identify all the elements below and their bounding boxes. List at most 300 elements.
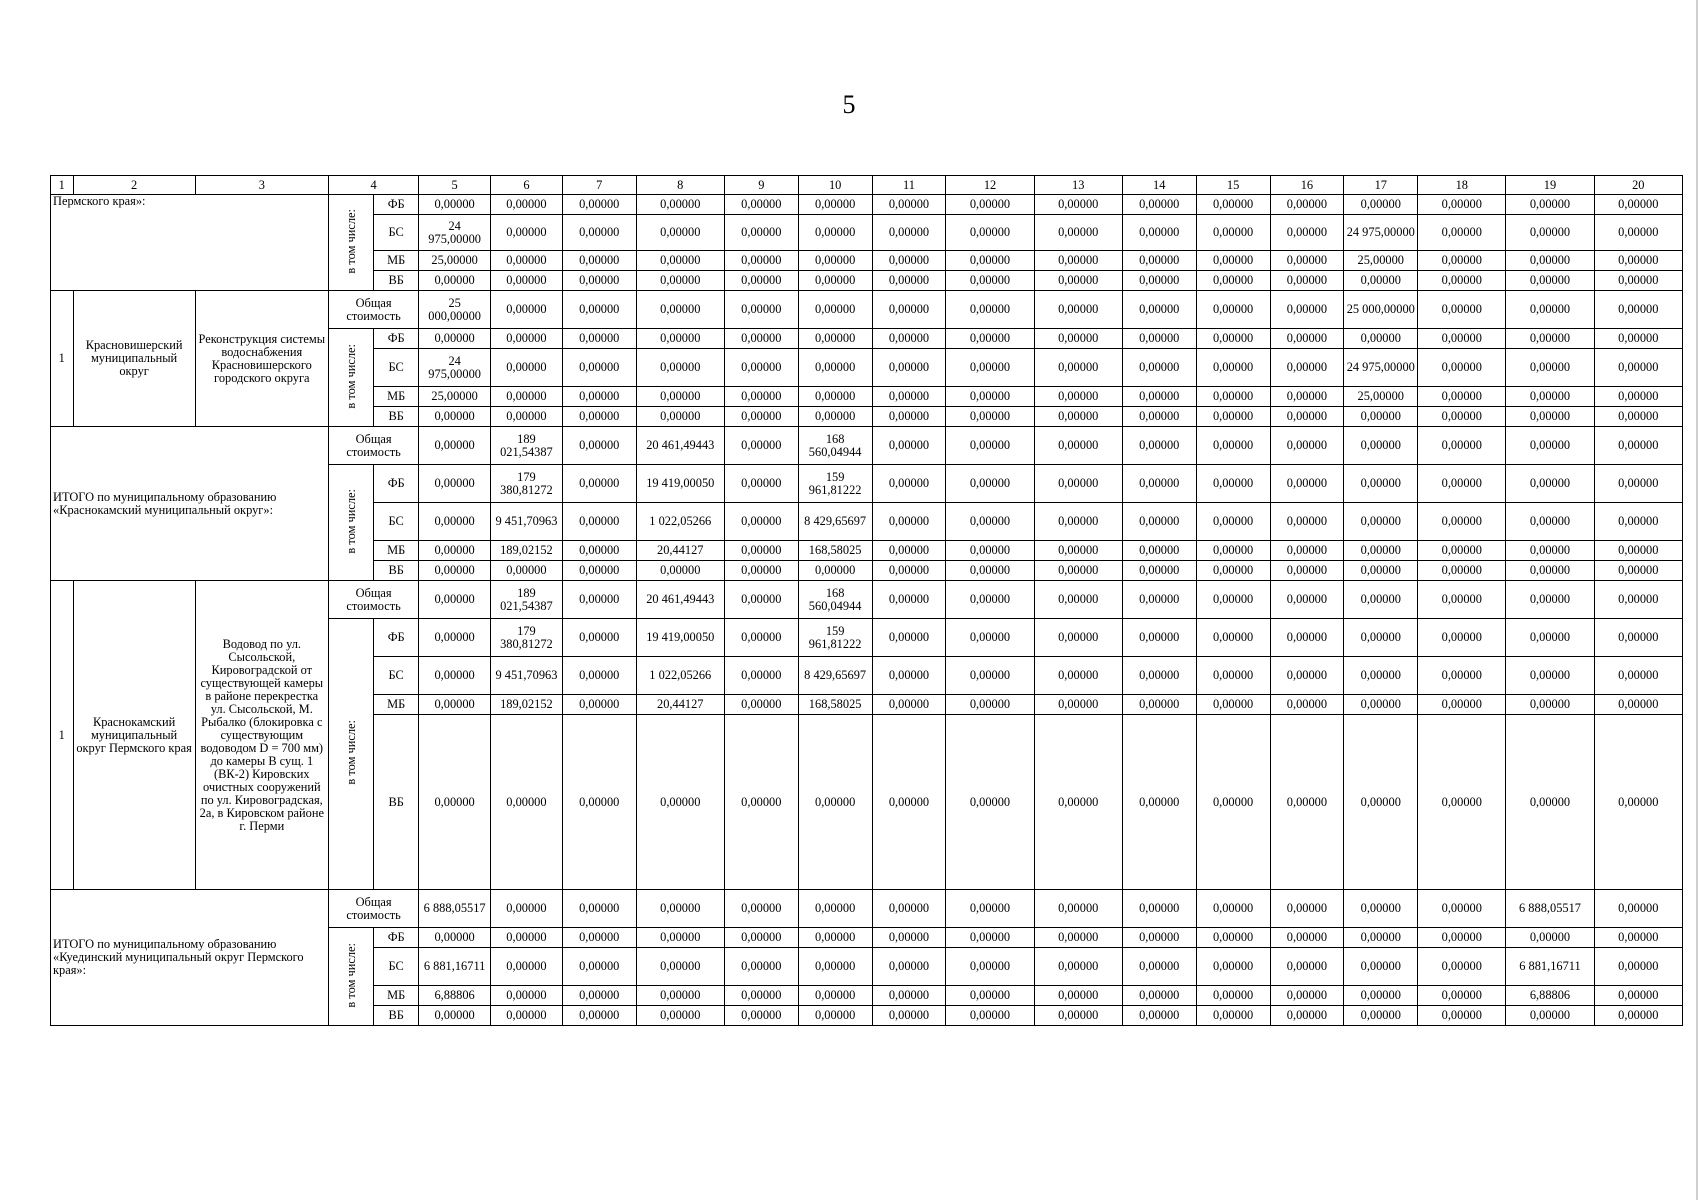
fund-type-vb: ВБ: [374, 561, 419, 581]
value-cell: 0,00000: [1344, 407, 1418, 427]
value-cell: 0,00000: [1196, 387, 1270, 407]
column-header: 10: [798, 176, 872, 195]
value-cell: 0,00000: [798, 271, 872, 291]
value-cell: 0,00000: [724, 427, 798, 465]
column-header: 5: [419, 176, 491, 195]
column-header: 1: [51, 176, 74, 195]
value-cell: 0,00000: [1594, 195, 1682, 215]
value-cell: 0,00000: [1034, 948, 1122, 986]
value-cell: 0,00000: [1270, 561, 1344, 581]
value-cell: 0,00000: [1270, 657, 1344, 695]
municipality-name: Краснокамский муниципальный округ Пермского края: [73, 581, 195, 890]
value-cell: 0,00000: [1196, 890, 1270, 928]
value-cell: 25,00000: [419, 387, 491, 407]
value-cell: 0,00000: [419, 329, 491, 349]
value-cell: 0,00000: [1122, 1006, 1196, 1026]
value-cell: 0,00000: [491, 407, 563, 427]
value-cell: 0,00000: [1034, 329, 1122, 349]
value-cell: 6 881,16711: [419, 948, 491, 986]
value-cell: 0,00000: [562, 291, 636, 329]
value-cell: 0,00000: [1594, 928, 1682, 948]
column-header: 4: [328, 176, 418, 195]
value-cell: 0,00000: [1344, 928, 1418, 948]
value-cell: 0,00000: [1418, 890, 1506, 928]
value-cell: 0,00000: [1418, 561, 1506, 581]
value-cell: 0,00000: [872, 928, 946, 948]
value-cell: 0,00000: [1594, 503, 1682, 541]
total-cost-label: Общая стоимость: [328, 890, 418, 928]
value-cell: 0,00000: [636, 215, 724, 251]
value-cell: 0,00000: [1196, 291, 1270, 329]
fund-type-fb: ФБ: [374, 928, 419, 948]
total-cost-label: Общая стоимость: [328, 291, 418, 329]
value-cell: 0,00000: [1418, 657, 1506, 695]
value-cell: 0,00000: [798, 1006, 872, 1026]
value-cell: 0,00000: [872, 407, 946, 427]
value-cell: 0,00000: [946, 427, 1034, 465]
value-cell: 0,00000: [1594, 948, 1682, 986]
column-header: 13: [1034, 176, 1122, 195]
value-cell: 0,00000: [1418, 195, 1506, 215]
in-that-label: [328, 928, 373, 1026]
value-cell: 0,00000: [1418, 387, 1506, 407]
value-cell: 0,00000: [1270, 581, 1344, 619]
value-cell: 0,00000: [724, 271, 798, 291]
value-cell: 0,00000: [1034, 581, 1122, 619]
column-header: 15: [1196, 176, 1270, 195]
value-cell: 0,00000: [872, 503, 946, 541]
value-cell: 0,00000: [798, 890, 872, 928]
value-cell: 0,00000: [562, 215, 636, 251]
value-cell: 0,00000: [636, 986, 724, 1006]
value-cell: 0,00000: [491, 329, 563, 349]
value-cell: 0,00000: [1594, 427, 1682, 465]
value-cell: 0,00000: [1270, 251, 1344, 271]
value-cell: 0,00000: [946, 619, 1034, 657]
value-cell: 0,00000: [1344, 948, 1418, 986]
value-cell: 0,00000: [1034, 695, 1122, 715]
value-cell: 0,00000: [1418, 541, 1506, 561]
value-cell: 0,00000: [562, 195, 636, 215]
value-cell: 25,00000: [1344, 387, 1418, 407]
value-cell: 0,00000: [1270, 948, 1344, 986]
value-cell: 0,00000: [636, 715, 724, 890]
column-header: 2: [73, 176, 195, 195]
column-header: 14: [1122, 176, 1196, 195]
value-cell: 0,00000: [1034, 541, 1122, 561]
value-cell: 0,00000: [724, 695, 798, 715]
value-cell: 0,00000: [636, 948, 724, 986]
itogo-label: ИТОГО по муниципальному образованию «Краснокамский муниципальный округ»:: [51, 427, 329, 581]
value-cell: 0,00000: [1122, 657, 1196, 695]
value-cell: 0,00000: [1344, 890, 1418, 928]
value-cell: 0,00000: [419, 715, 491, 890]
value-cell: 0,00000: [724, 503, 798, 541]
value-cell: 0,00000: [419, 561, 491, 581]
value-cell: 0,00000: [724, 291, 798, 329]
column-header: 18: [1418, 176, 1506, 195]
value-cell: 6 888,05517: [419, 890, 491, 928]
total-cost-label: Общая стоимость: [328, 581, 418, 619]
fund-type-mb: МБ: [374, 695, 419, 715]
value-cell: 0,00000: [872, 427, 946, 465]
value-cell: 0,00000: [1270, 715, 1344, 890]
value-cell: 0,00000: [1034, 251, 1122, 271]
value-cell: 0,00000: [1594, 215, 1682, 251]
value-cell: 0,00000: [724, 251, 798, 271]
value-cell: 0,00000: [1594, 407, 1682, 427]
value-cell: 0,00000: [1196, 407, 1270, 427]
value-cell: 6 888,05517: [1506, 890, 1594, 928]
fund-type-bs: БС: [374, 948, 419, 986]
value-cell: 0,00000: [1418, 619, 1506, 657]
value-cell: 0,00000: [724, 387, 798, 407]
value-cell: 0,00000: [1122, 407, 1196, 427]
value-cell: 0,00000: [946, 986, 1034, 1006]
value-cell: 0,00000: [1506, 465, 1594, 503]
value-cell: 0,00000: [491, 561, 563, 581]
value-cell: 168,58025: [798, 541, 872, 561]
value-cell: 0,00000: [798, 928, 872, 948]
value-cell: 0,00000: [562, 329, 636, 349]
value-cell: 0,00000: [1196, 715, 1270, 890]
value-cell: 24 975,00000: [419, 349, 491, 387]
fund-type-bs: БС: [374, 657, 419, 695]
value-cell: 20 461,49443: [636, 427, 724, 465]
value-cell: 0,00000: [1344, 715, 1418, 890]
value-cell: 0,00000: [1594, 251, 1682, 271]
value-cell: 0,00000: [1506, 215, 1594, 251]
value-cell: 0,00000: [1418, 329, 1506, 349]
value-cell: 0,00000: [1270, 215, 1344, 251]
value-cell: 0,00000: [1122, 465, 1196, 503]
fund-type-mb: МБ: [374, 387, 419, 407]
value-cell: 0,00000: [1034, 349, 1122, 387]
value-cell: 0,00000: [636, 349, 724, 387]
column-header: 9: [724, 176, 798, 195]
value-cell: 0,00000: [946, 329, 1034, 349]
value-cell: 0,00000: [1122, 195, 1196, 215]
value-cell: 0,00000: [724, 195, 798, 215]
fund-type-mb: МБ: [374, 541, 419, 561]
value-cell: 0,00000: [1122, 948, 1196, 986]
value-cell: 0,00000: [724, 715, 798, 890]
value-cell: 0,00000: [1122, 427, 1196, 465]
value-cell: 0,00000: [1270, 1006, 1344, 1026]
header-row: [51, 176, 1683, 195]
value-cell: 0,00000: [798, 715, 872, 890]
value-cell: 0,00000: [419, 465, 491, 503]
value-cell: 0,00000: [724, 619, 798, 657]
value-cell: 0,00000: [1506, 581, 1594, 619]
value-cell: 0,00000: [798, 349, 872, 387]
value-cell: 0,00000: [491, 986, 563, 1006]
value-cell: 0,00000: [1034, 427, 1122, 465]
value-cell: 0,00000: [1196, 215, 1270, 251]
budget-table: [50, 175, 1683, 1026]
value-cell: 0,00000: [1034, 561, 1122, 581]
value-cell: 0,00000: [1122, 581, 1196, 619]
value-cell: 0,00000: [1122, 387, 1196, 407]
value-cell: 0,00000: [562, 1006, 636, 1026]
value-cell: 0,00000: [1034, 387, 1122, 407]
value-cell: 0,00000: [1594, 986, 1682, 1006]
value-cell: 179 380,81272: [491, 465, 563, 503]
fund-type-vb: ВБ: [374, 715, 419, 890]
value-cell: 0,00000: [946, 1006, 1034, 1026]
value-cell: 0,00000: [724, 948, 798, 986]
value-cell: 0,00000: [562, 503, 636, 541]
value-cell: 0,00000: [1344, 657, 1418, 695]
value-cell: 0,00000: [724, 1006, 798, 1026]
value-cell: 0,00000: [724, 986, 798, 1006]
value-cell: 0,00000: [872, 657, 946, 695]
value-cell: 0,00000: [1034, 657, 1122, 695]
value-cell: 0,00000: [1594, 657, 1682, 695]
value-cell: 0,00000: [1506, 928, 1594, 948]
value-cell: 0,00000: [1594, 291, 1682, 329]
value-cell: 0,00000: [1122, 715, 1196, 890]
value-cell: 0,00000: [872, 195, 946, 215]
value-cell: 0,00000: [562, 465, 636, 503]
value-cell: 0,00000: [872, 948, 946, 986]
value-cell: 25,00000: [1344, 251, 1418, 271]
value-cell: 0,00000: [946, 407, 1034, 427]
value-cell: 0,00000: [1270, 291, 1344, 329]
value-cell: 0,00000: [872, 271, 946, 291]
value-cell: 0,00000: [946, 657, 1034, 695]
column-header: 6: [491, 176, 563, 195]
value-cell: 0,00000: [1418, 251, 1506, 271]
value-cell: 0,00000: [872, 890, 946, 928]
value-cell: 0,00000: [419, 541, 491, 561]
value-cell: 0,00000: [724, 581, 798, 619]
value-cell: 0,00000: [872, 1006, 946, 1026]
value-cell: 0,00000: [946, 271, 1034, 291]
value-cell: 0,00000: [724, 407, 798, 427]
value-cell: 0,00000: [419, 695, 491, 715]
value-cell: 0,00000: [1594, 349, 1682, 387]
fund-type-fb: ФБ: [374, 329, 419, 349]
value-cell: 0,00000: [1196, 581, 1270, 619]
value-cell: 0,00000: [946, 387, 1034, 407]
value-cell: 0,00000: [1344, 541, 1418, 561]
value-cell: 0,00000: [872, 695, 946, 715]
value-cell: 0,00000: [562, 541, 636, 561]
value-cell: 0,00000: [1034, 465, 1122, 503]
in-that-label: [328, 619, 373, 890]
value-cell: 0,00000: [1594, 465, 1682, 503]
value-cell: 9 451,70963: [491, 657, 563, 695]
value-cell: 0,00000: [1122, 619, 1196, 657]
value-cell: 0,00000: [562, 715, 636, 890]
value-cell: 0,00000: [946, 465, 1034, 503]
value-cell: 168,58025: [798, 695, 872, 715]
object-description: Водовод по ул. Сысольской, Кировоградской от существующей камеры в районе перекрестка ул. Сысольской, М. Рыбалко (блокировка с существующим водоводом D = 700 мм) до камеры В сущ. 1 (ВК-2) Кировских очистных сооружений по ул. Кировоградская, 2а, в Кировском районе г. Перми: [195, 581, 328, 890]
value-cell: 0,00000: [1506, 657, 1594, 695]
object-description: Реконструкция системы водоснабжения Красновишерского городского округа: [195, 291, 328, 427]
value-cell: 0,00000: [1034, 619, 1122, 657]
value-cell: 0,00000: [1344, 561, 1418, 581]
in-that-text: в том числе:: [343, 343, 358, 409]
value-cell: 0,00000: [872, 986, 946, 1006]
value-cell: 25,00000: [419, 251, 491, 271]
value-cell: 0,00000: [798, 215, 872, 251]
value-cell: 0,00000: [419, 195, 491, 215]
value-cell: 0,00000: [1196, 195, 1270, 215]
value-cell: 0,00000: [1270, 271, 1344, 291]
column-header: 19: [1506, 176, 1594, 195]
value-cell: 0,00000: [1418, 427, 1506, 465]
value-cell: 0,00000: [1196, 251, 1270, 271]
value-cell: 0,00000: [872, 465, 946, 503]
value-cell: 0,00000: [1344, 581, 1418, 619]
value-cell: 0,00000: [798, 948, 872, 986]
value-cell: 0,00000: [562, 251, 636, 271]
in-that-text: в том числе:: [343, 208, 358, 274]
fund-type-bs: БС: [374, 215, 419, 251]
fund-type-vb: ВБ: [374, 271, 419, 291]
value-cell: 1 022,05266: [636, 657, 724, 695]
value-cell: 0,00000: [1196, 657, 1270, 695]
value-cell: 0,00000: [1506, 291, 1594, 329]
value-cell: 8 429,65697: [798, 503, 872, 541]
value-cell: 0,00000: [1344, 465, 1418, 503]
value-cell: 0,00000: [1034, 928, 1122, 948]
column-header: 3: [195, 176, 328, 195]
fund-type-bs: БС: [374, 503, 419, 541]
value-cell: 0,00000: [562, 407, 636, 427]
value-cell: 0,00000: [562, 890, 636, 928]
value-cell: 0,00000: [1594, 1006, 1682, 1026]
value-cell: 0,00000: [419, 503, 491, 541]
value-cell: 0,00000: [1122, 986, 1196, 1006]
value-cell: 0,00000: [562, 349, 636, 387]
value-cell: 0,00000: [724, 541, 798, 561]
value-cell: 0,00000: [1418, 349, 1506, 387]
value-cell: 25 000,00000: [1344, 291, 1418, 329]
in-that-label: [328, 195, 373, 291]
value-cell: 0,00000: [1344, 1006, 1418, 1026]
value-cell: 0,00000: [491, 251, 563, 271]
value-cell: 0,00000: [636, 928, 724, 948]
value-cell: 0,00000: [946, 291, 1034, 329]
value-cell: 0,00000: [419, 1006, 491, 1026]
value-cell: 24 975,00000: [1344, 215, 1418, 251]
value-cell: 0,00000: [1034, 407, 1122, 427]
value-cell: 0,00000: [1196, 329, 1270, 349]
value-cell: 0,00000: [1034, 503, 1122, 541]
value-cell: 0,00000: [1418, 271, 1506, 291]
value-cell: 0,00000: [946, 715, 1034, 890]
value-cell: 0,00000: [562, 427, 636, 465]
fund-type-fb: ФБ: [374, 195, 419, 215]
krasnovishersk-row-total: [51, 291, 1683, 329]
value-cell: 0,00000: [419, 619, 491, 657]
value-cell: 0,00000: [724, 215, 798, 251]
value-cell: 0,00000: [1270, 928, 1344, 948]
value-cell: 0,00000: [1034, 291, 1122, 329]
value-cell: 0,00000: [1196, 619, 1270, 657]
value-cell: 0,00000: [562, 581, 636, 619]
value-cell: 0,00000: [636, 291, 724, 329]
value-cell: 0,00000: [1122, 329, 1196, 349]
value-cell: 0,00000: [1418, 503, 1506, 541]
value-cell: 0,00000: [562, 387, 636, 407]
value-cell: 9 451,70963: [491, 503, 563, 541]
value-cell: 0,00000: [1122, 503, 1196, 541]
value-cell: 0,00000: [1270, 503, 1344, 541]
value-cell: 0,00000: [872, 581, 946, 619]
value-cell: 0,00000: [1418, 928, 1506, 948]
value-cell: 0,00000: [1196, 427, 1270, 465]
value-cell: 0,00000: [946, 215, 1034, 251]
value-cell: 0,00000: [1506, 387, 1594, 407]
value-cell: 0,00000: [1506, 407, 1594, 427]
fund-type-fb: ФБ: [374, 465, 419, 503]
value-cell: 0,00000: [562, 948, 636, 986]
column-header: 12: [946, 176, 1034, 195]
value-cell: 159 961,81222: [798, 465, 872, 503]
value-cell: 189,02152: [491, 541, 563, 561]
column-header: 11: [872, 176, 946, 195]
value-cell: 0,00000: [1122, 695, 1196, 715]
column-header: 20: [1594, 176, 1682, 195]
value-cell: 0,00000: [1594, 890, 1682, 928]
krasnokamsk-row-total: [51, 581, 1683, 619]
value-cell: 0,00000: [491, 271, 563, 291]
value-cell: 0,00000: [1270, 349, 1344, 387]
value-cell: 0,00000: [1196, 1006, 1270, 1026]
value-cell: 0,00000: [946, 251, 1034, 271]
value-cell: 0,00000: [946, 890, 1034, 928]
in-that-text: в том числе:: [343, 488, 358, 554]
value-cell: 0,00000: [1270, 695, 1344, 715]
value-cell: 0,00000: [1196, 928, 1270, 948]
value-cell: 0,00000: [419, 657, 491, 695]
value-cell: 0,00000: [1418, 986, 1506, 1006]
value-cell: 20,44127: [636, 695, 724, 715]
value-cell: 0,00000: [872, 561, 946, 581]
value-cell: 0,00000: [1594, 541, 1682, 561]
value-cell: 0,00000: [1344, 427, 1418, 465]
value-cell: 0,00000: [1034, 986, 1122, 1006]
value-cell: 0,00000: [636, 251, 724, 271]
value-cell: 0,00000: [1034, 715, 1122, 890]
value-cell: 0,00000: [872, 251, 946, 271]
value-cell: 0,00000: [946, 349, 1034, 387]
value-cell: 0,00000: [636, 561, 724, 581]
value-cell: 0,00000: [724, 928, 798, 948]
in-that-label: [328, 465, 373, 581]
value-cell: 0,00000: [1506, 1006, 1594, 1026]
value-cell: 0,00000: [562, 271, 636, 291]
value-cell: 0,00000: [491, 1006, 563, 1026]
value-cell: 0,00000: [724, 465, 798, 503]
column-header: 8: [636, 176, 724, 195]
value-cell: 0,00000: [1594, 561, 1682, 581]
value-cell: 0,00000: [798, 986, 872, 1006]
value-cell: 0,00000: [491, 928, 563, 948]
value-cell: 0,00000: [491, 349, 563, 387]
value-cell: 0,00000: [1122, 349, 1196, 387]
itogo-label: ИТОГО по муниципальному образованию «Куединский муниципальный округ Пермского края»:: [51, 890, 329, 1026]
value-cell: 24 975,00000: [1344, 349, 1418, 387]
in-that-text: в том числе:: [343, 720, 358, 785]
value-cell: 0,00000: [1270, 387, 1344, 407]
kuedinsk_total-row-total: [51, 890, 1683, 928]
value-cell: 0,00000: [1196, 465, 1270, 503]
